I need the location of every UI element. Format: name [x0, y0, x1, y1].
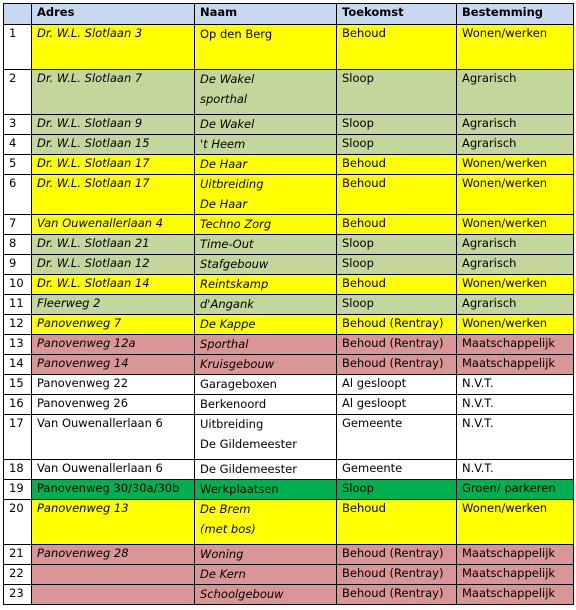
cell-bestemming: Agrarisch: [457, 235, 574, 255]
cell-bestemming: N.V.T.: [457, 395, 574, 415]
naam-line: Time-Out: [200, 237, 254, 251]
table-body: [4, 25, 574, 605]
cell-naam: [195, 25, 337, 70]
header-bestemming: Bestemming: [457, 4, 574, 25]
cell-toekomst: Sloop: [337, 115, 457, 135]
naam-line: Uitbreiding: [200, 417, 264, 431]
row-number: 11: [4, 295, 32, 315]
row-number: 21: [4, 545, 32, 565]
cell-bestemming: Groen/ parkeren: [457, 480, 574, 500]
cell-toekomst: Behoud (Rentray): [337, 585, 457, 605]
table-row: [4, 25, 574, 70]
cell-adres: Panovenweg 28: [32, 545, 195, 565]
cell-toekomst: Behoud (Rentray): [337, 565, 457, 585]
cell-toekomst: Sloop: [337, 255, 457, 275]
cell-toekomst: Behoud (Rentray): [337, 355, 457, 375]
cell-toekomst: Behoud: [337, 215, 457, 235]
row-number: 17: [4, 415, 32, 460]
cell-toekomst: Behoud: [337, 25, 457, 70]
naam-line: Reintskamp: [200, 277, 269, 291]
cell-naam: [195, 460, 337, 480]
cell-naam: [195, 565, 337, 585]
row-number: 19: [4, 480, 32, 500]
cell-bestemming: Maatschappelijk: [457, 545, 574, 565]
row-number: 2: [4, 70, 32, 115]
naam-line: Kruisgebouw: [200, 357, 275, 371]
table-row: [4, 175, 574, 215]
table-row: [4, 155, 574, 175]
table-header-row: [4, 4, 574, 25]
cell-toekomst: Al gesloopt: [337, 395, 457, 415]
cell-adres: Dr. W.L. Slotlaan 15: [32, 135, 195, 155]
table-row: [4, 460, 574, 480]
table-row: [4, 335, 574, 355]
cell-adres: Van Ouwenallerlaan 6: [32, 460, 195, 480]
cell-adres: Panovenweg 22: [32, 375, 195, 395]
naam-line: 't Heem: [200, 137, 246, 151]
cell-toekomst: Gemeente: [337, 460, 457, 480]
cell-naam: [195, 295, 337, 315]
naam-line: De Haar: [200, 157, 248, 171]
cell-bestemming: Maatschappelijk: [457, 565, 574, 585]
cell-bestemming: Agrarisch: [457, 295, 574, 315]
cell-adres: Dr. W.L. Slotlaan 12: [32, 255, 195, 275]
row-number: 9: [4, 255, 32, 275]
cell-toekomst: Sloop: [337, 135, 457, 155]
naam-line: Schoolgebouw: [200, 587, 284, 601]
cell-naam: [195, 215, 337, 235]
cell-toekomst: Behoud: [337, 500, 457, 545]
table-row: [4, 215, 574, 235]
cell-adres: Dr. W.L. Slotlaan 21: [32, 235, 195, 255]
cell-bestemming: Wonen/werken: [457, 175, 574, 215]
cell-naam: [195, 235, 337, 255]
cell-adres: Panovenweg 14: [32, 355, 195, 375]
cell-naam: [195, 135, 337, 155]
cell-toekomst: Al gesloopt: [337, 375, 457, 395]
naam-line: Op den Berg: [200, 27, 273, 41]
cell-adres: Panovenweg 13: [32, 500, 195, 545]
cell-adres: [32, 565, 195, 585]
naam-line: d'Angank: [200, 297, 254, 311]
cell-bestemming: Maatschappelijk: [457, 585, 574, 605]
table-row: [4, 275, 574, 295]
naam-line: De Wakel: [200, 117, 255, 131]
table-row: [4, 355, 574, 375]
cell-bestemming: Maatschappelijk: [457, 335, 574, 355]
cell-adres: Dr. W.L. Slotlaan 17: [32, 155, 195, 175]
cell-toekomst: Behoud: [337, 175, 457, 215]
naam-line: Berkenoord: [200, 397, 267, 411]
table-row: [4, 545, 574, 565]
row-number: 12: [4, 315, 32, 335]
cell-toekomst: Behoud (Rentray): [337, 335, 457, 355]
cell-naam: [195, 415, 337, 460]
cell-adres: Fleerweg 2: [32, 295, 195, 315]
cell-bestemming: Wonen/werken: [457, 25, 574, 70]
cell-naam: [195, 315, 337, 335]
cell-adres: Dr. W.L. Slotlaan 7: [32, 70, 195, 115]
cell-naam: [195, 500, 337, 545]
cell-bestemming: Wonen/werken: [457, 315, 574, 335]
header-toekomst: Toekomst: [337, 4, 457, 25]
table-row: [4, 500, 574, 545]
header-adres: Adres: [32, 4, 195, 25]
row-number: 3: [4, 115, 32, 135]
cell-adres: Dr. W.L. Slotlaan 3: [32, 25, 195, 70]
row-number: 18: [4, 460, 32, 480]
cell-adres: Panovenweg 26: [32, 395, 195, 415]
cell-naam: [195, 155, 337, 175]
naam-line: Uitbreiding: [200, 177, 264, 191]
row-number: 23: [4, 585, 32, 605]
table-row: [4, 255, 574, 275]
cell-adres: Dr. W.L. Slotlaan 17: [32, 175, 195, 215]
header-index: [4, 4, 32, 25]
table-row: [4, 115, 574, 135]
naam-line: De Haar: [200, 197, 248, 211]
cell-toekomst: Sloop: [337, 295, 457, 315]
cell-adres: [32, 585, 195, 605]
cell-toekomst: Gemeente: [337, 415, 457, 460]
cell-naam: [195, 545, 337, 565]
cell-adres: Panovenweg 12a: [32, 335, 195, 355]
cell-adres: Van Ouwenallerlaan 4: [32, 215, 195, 235]
naam-line: De Gildemeester: [200, 462, 297, 476]
naam-line: Techno Zorg: [200, 217, 272, 231]
buildings-table: [3, 3, 574, 605]
cell-adres: Panovenweg 30/30a/30b: [32, 480, 195, 500]
table-row: [4, 585, 574, 605]
cell-bestemming: N.V.T.: [457, 375, 574, 395]
naam-line: Woning: [200, 547, 244, 561]
cell-bestemming: Agrarisch: [457, 135, 574, 155]
cell-bestemming: Wonen/werken: [457, 155, 574, 175]
cell-naam: [195, 255, 337, 275]
cell-adres: Dr. W.L. Slotlaan 9: [32, 115, 195, 135]
cell-bestemming: N.V.T.: [457, 415, 574, 460]
cell-bestemming: Wonen/werken: [457, 215, 574, 235]
naam-line: (met bos): [200, 522, 256, 536]
naam-line: sporthal: [200, 92, 248, 106]
cell-toekomst: Sloop: [337, 480, 457, 500]
naam-line: Werkplaatsen: [200, 482, 279, 496]
naam-line: De Kappe: [200, 317, 256, 331]
cell-toekomst: Behoud (Rentray): [337, 315, 457, 335]
row-number: 15: [4, 375, 32, 395]
row-number: 7: [4, 215, 32, 235]
row-number: 22: [4, 565, 32, 585]
cell-bestemming: Wonen/werken: [457, 500, 574, 545]
cell-naam: [195, 275, 337, 295]
cell-toekomst: Behoud: [337, 155, 457, 175]
table-row: [4, 375, 574, 395]
row-number: 1: [4, 25, 32, 70]
row-number: 5: [4, 155, 32, 175]
row-number: 10: [4, 275, 32, 295]
cell-naam: [195, 175, 337, 215]
row-number: 20: [4, 500, 32, 545]
cell-toekomst: Behoud (Rentray): [337, 545, 457, 565]
cell-bestemming: Maatschappelijk: [457, 355, 574, 375]
cell-naam: [195, 395, 337, 415]
row-number: 4: [4, 135, 32, 155]
naam-line: Sporthal: [200, 337, 249, 351]
table-row: [4, 395, 574, 415]
cell-naam: [195, 355, 337, 375]
table-row: [4, 480, 574, 500]
naam-line: De Kern: [200, 567, 246, 581]
row-number: 6: [4, 175, 32, 215]
cell-bestemming: N.V.T.: [457, 460, 574, 480]
cell-adres: Dr. W.L. Slotlaan 14: [32, 275, 195, 295]
header-naam: Naam: [195, 4, 337, 25]
cell-bestemming: Agrarisch: [457, 255, 574, 275]
cell-naam: [195, 70, 337, 115]
naam-line: De Gildemeester: [200, 437, 297, 451]
cell-naam: [195, 480, 337, 500]
table-row: [4, 415, 574, 460]
cell-adres: Panovenweg 7: [32, 315, 195, 335]
naam-line: Garageboxen: [200, 377, 277, 391]
row-number: 16: [4, 395, 32, 415]
table-row: [4, 135, 574, 155]
cell-naam: [195, 115, 337, 135]
cell-naam: [195, 335, 337, 355]
naam-line: De Wakel: [200, 72, 255, 86]
cell-toekomst: Sloop: [337, 235, 457, 255]
cell-toekomst: Behoud: [337, 275, 457, 295]
cell-naam: [195, 375, 337, 395]
table-row: [4, 565, 574, 585]
cell-adres: Van Ouwenallerlaan 6: [32, 415, 195, 460]
cell-naam: [195, 585, 337, 605]
row-number: 13: [4, 335, 32, 355]
table-row: [4, 235, 574, 255]
cell-bestemming: Agrarisch: [457, 70, 574, 115]
cell-bestemming: Wonen/werken: [457, 275, 574, 295]
cell-toekomst: Sloop: [337, 70, 457, 115]
table-row: [4, 295, 574, 315]
naam-line: Stafgebouw: [200, 257, 269, 271]
cell-bestemming: Agrarisch: [457, 115, 574, 135]
table-row: [4, 70, 574, 115]
row-number: 14: [4, 355, 32, 375]
table-row: [4, 315, 574, 335]
row-number: 8: [4, 235, 32, 255]
naam-line: De Brem: [200, 502, 251, 516]
